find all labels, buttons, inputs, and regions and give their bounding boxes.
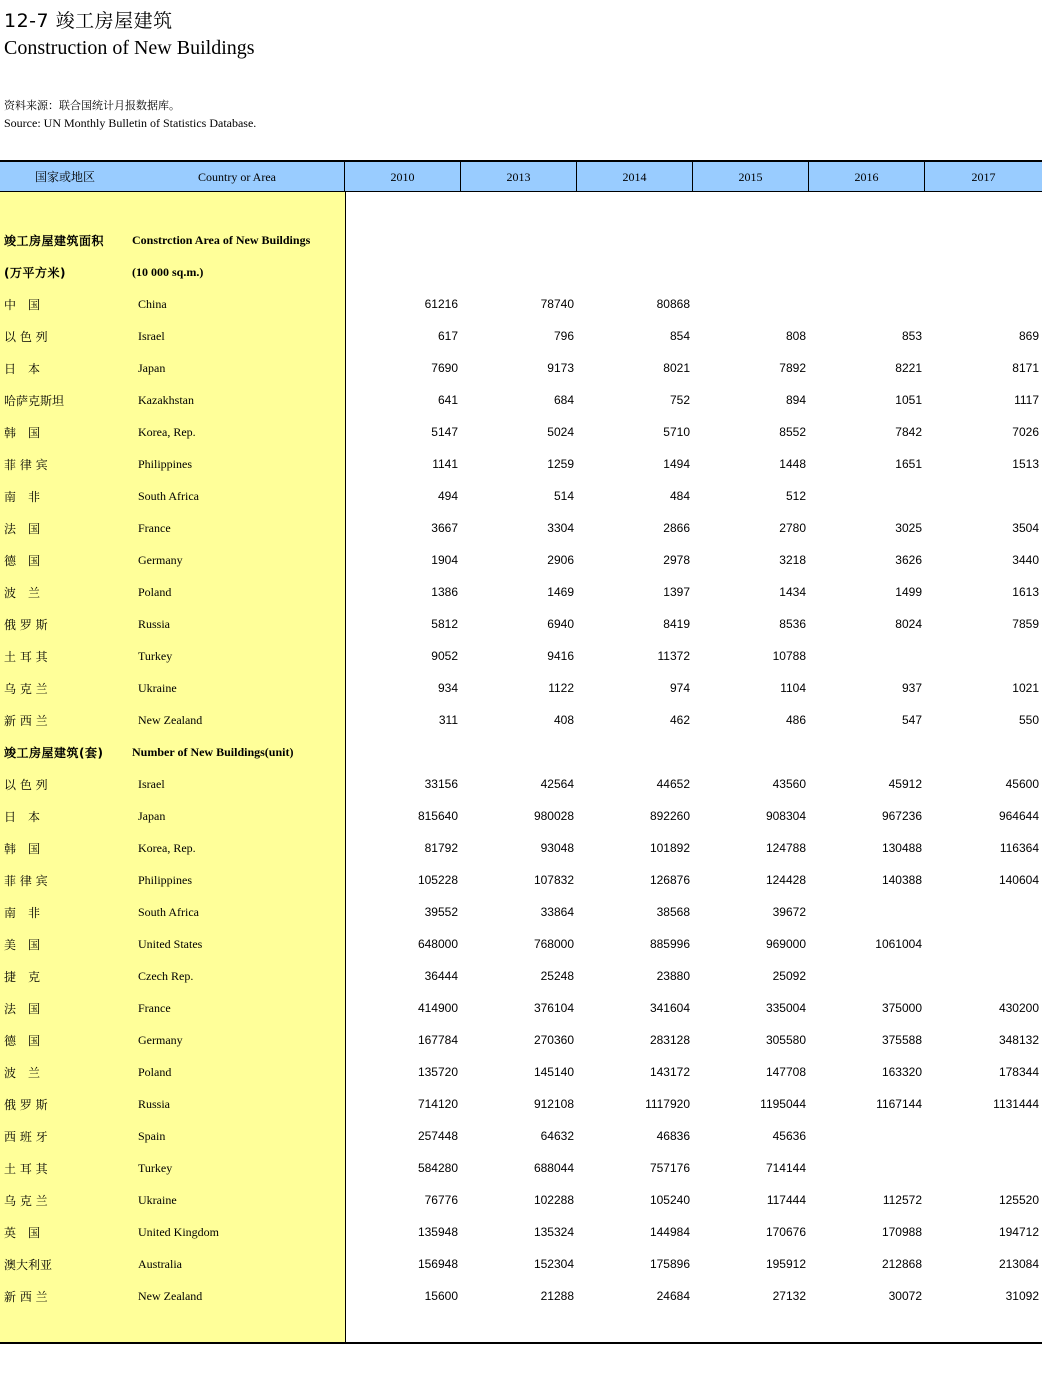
value-cell: 8171 xyxy=(1012,361,1039,375)
value-cell: 2780 xyxy=(779,521,806,535)
table-row xyxy=(0,512,1042,544)
value-cell: 33156 xyxy=(424,777,458,791)
value-cell: 1104 xyxy=(780,681,806,695)
value-cell: 688044 xyxy=(533,1161,574,1175)
value-cell: 270360 xyxy=(533,1033,574,1047)
value-cell: 135324 xyxy=(533,1225,574,1239)
country-name-chinese: 俄 罗 斯 xyxy=(4,1097,48,1112)
table-row xyxy=(0,416,1042,448)
section-header-row xyxy=(0,256,1042,288)
table-row xyxy=(0,384,1042,416)
value-cell: 257448 xyxy=(417,1129,458,1143)
value-cell: 38568 xyxy=(656,905,690,919)
country-name-english: (10 000 sq.m.) xyxy=(132,264,204,279)
section-header-row xyxy=(0,224,1042,256)
value-cell: 101892 xyxy=(649,841,690,855)
table-row xyxy=(0,1184,1042,1216)
country-name-chinese: 竣工房屋建筑面积 xyxy=(4,233,105,248)
value-cell: 25092 xyxy=(772,969,806,983)
value-cell: 1167144 xyxy=(876,1097,922,1111)
value-cell: 1613 xyxy=(1012,585,1039,599)
value-cell: 3626 xyxy=(895,553,922,567)
value-cell: 124428 xyxy=(765,873,806,887)
value-cell: 45600 xyxy=(1005,777,1039,791)
country-name-english: Israel xyxy=(138,328,165,343)
country-name-english: Philippines xyxy=(138,872,193,887)
country-name-english: Spain xyxy=(138,1128,166,1143)
table-row xyxy=(0,960,1042,992)
value-cell: 430200 xyxy=(998,1001,1039,1015)
value-cell: 514 xyxy=(553,489,574,503)
value-cell: 341604 xyxy=(649,1001,690,1015)
value-cell: 7690 xyxy=(431,361,458,375)
value-cell: 1513 xyxy=(1012,457,1039,471)
country-name-english: Korea, Rep. xyxy=(138,840,196,855)
value-cell: 93048 xyxy=(540,841,574,855)
value-cell: 1131444 xyxy=(993,1097,1039,1111)
value-cell: 550 xyxy=(1018,713,1039,727)
value-cell: 195912 xyxy=(765,1257,806,1271)
value-cell: 170676 xyxy=(765,1225,806,1239)
country-name-chinese: 日 本 xyxy=(4,361,41,376)
data-table xyxy=(0,160,1042,1360)
value-cell: 8536 xyxy=(779,617,806,631)
value-cell: 36444 xyxy=(424,969,458,983)
source-note-chinese: 资料来源：联合国统计月报数据库。 xyxy=(4,99,180,112)
value-cell: 8021 xyxy=(663,361,690,375)
value-cell: 1651 xyxy=(895,457,922,471)
country-name-chinese: 捷 克 xyxy=(4,969,41,984)
table-row xyxy=(0,544,1042,576)
value-cell: 24684 xyxy=(656,1289,690,1303)
table-row xyxy=(0,704,1042,736)
value-cell: 9052 xyxy=(431,649,458,663)
country-name-english: New Zealand xyxy=(138,712,203,727)
value-cell: 684 xyxy=(553,393,574,407)
value-cell: 11372 xyxy=(657,649,690,663)
value-cell: 102288 xyxy=(533,1193,574,1207)
value-cell: 375588 xyxy=(881,1033,922,1047)
value-cell: 3504 xyxy=(1012,521,1039,535)
value-cell: 885996 xyxy=(649,937,690,951)
value-cell: 124788 xyxy=(765,841,806,855)
value-cell: 1051 xyxy=(895,393,922,407)
country-name-chinese: 土 耳 其 xyxy=(4,649,48,664)
value-cell: 163320 xyxy=(881,1065,922,1079)
value-cell: 641 xyxy=(437,393,458,407)
table-row xyxy=(0,896,1042,928)
country-name-chinese: 德 国 xyxy=(4,553,41,568)
table-row xyxy=(0,1056,1042,1088)
value-cell: 714144 xyxy=(765,1161,806,1175)
value-cell: 5710 xyxy=(663,425,690,439)
value-cell: 3025 xyxy=(895,521,922,535)
country-name-chinese: 法 国 xyxy=(4,521,41,536)
table-row xyxy=(0,992,1042,1024)
country-name-chinese: (万平方米) xyxy=(4,265,66,280)
value-cell: 7026 xyxy=(1012,425,1039,439)
country-name-english: New Zealand xyxy=(138,1288,203,1303)
header-year: 2013 xyxy=(461,162,577,191)
table-row xyxy=(0,1024,1042,1056)
header-country-english: Country or Area xyxy=(130,162,345,191)
value-cell: 854 xyxy=(669,329,690,343)
table-row xyxy=(0,1088,1042,1120)
value-cell: 512 xyxy=(785,489,806,503)
country-name-chinese: 美 国 xyxy=(4,937,41,952)
value-cell: 21288 xyxy=(540,1289,574,1303)
value-cell: 5024 xyxy=(547,425,574,439)
value-cell: 10788 xyxy=(772,649,806,663)
value-cell: 283128 xyxy=(649,1033,690,1047)
value-cell: 1021 xyxy=(1012,681,1039,695)
value-cell: 125520 xyxy=(998,1193,1039,1207)
value-cell: 135720 xyxy=(417,1065,458,1079)
table-row xyxy=(0,1248,1042,1280)
value-cell: 8552 xyxy=(779,425,806,439)
country-name-english: Turkey xyxy=(138,1160,173,1175)
table-header xyxy=(0,162,1042,192)
value-cell: 2866 xyxy=(663,521,690,535)
country-name-english: Russia xyxy=(138,616,171,631)
value-cell: 30072 xyxy=(888,1289,922,1303)
country-name-chinese: 西 班 牙 xyxy=(4,1129,48,1144)
country-name-english: Ukraine xyxy=(138,1192,177,1207)
value-cell: 2906 xyxy=(547,553,574,567)
value-cell: 494 xyxy=(437,489,458,503)
value-cell: 869 xyxy=(1018,329,1039,343)
value-cell: 9416 xyxy=(547,649,574,663)
table-body xyxy=(0,224,1042,1312)
country-name-chinese: 南 非 xyxy=(4,905,41,920)
header-year: 2010 xyxy=(345,162,461,191)
table-row xyxy=(0,608,1042,640)
value-cell: 147708 xyxy=(765,1065,806,1079)
table-row xyxy=(0,1216,1042,1248)
table-row xyxy=(0,352,1042,384)
value-cell: 311 xyxy=(438,713,458,727)
value-cell: 934 xyxy=(437,681,458,695)
country-name-chinese: 波 兰 xyxy=(4,1065,41,1080)
table-row xyxy=(0,1280,1042,1312)
value-cell: 8221 xyxy=(895,361,922,375)
country-name-chinese: 日 本 xyxy=(4,809,41,824)
country-name-chinese: 乌 克 兰 xyxy=(4,681,48,696)
value-cell: 7859 xyxy=(1012,617,1039,631)
value-cell: 648000 xyxy=(417,937,458,951)
value-cell: 152304 xyxy=(533,1257,574,1271)
value-cell: 39552 xyxy=(424,905,458,919)
value-cell: 3218 xyxy=(779,553,806,567)
table-row xyxy=(0,864,1042,896)
value-cell: 1386 xyxy=(431,585,458,599)
country-name-english: China xyxy=(138,296,167,311)
country-name-english: Australia xyxy=(138,1256,182,1271)
value-cell: 144984 xyxy=(649,1225,690,1239)
value-cell: 2978 xyxy=(663,553,690,567)
value-cell: 1195044 xyxy=(760,1097,806,1111)
value-cell: 6940 xyxy=(547,617,574,631)
value-cell: 584280 xyxy=(417,1161,458,1175)
country-name-chinese: 法 国 xyxy=(4,1001,41,1016)
value-cell: 967236 xyxy=(881,809,922,823)
value-cell: 414900 xyxy=(417,1001,458,1015)
value-cell: 486 xyxy=(785,713,806,727)
value-cell: 76776 xyxy=(424,1193,458,1207)
header-country-chinese: 国家或地区 xyxy=(34,170,95,184)
value-cell: 116364 xyxy=(999,841,1039,855)
value-cell: 23880 xyxy=(656,969,690,983)
country-name-chinese: 菲 律 宾 xyxy=(4,457,48,472)
value-cell: 25248 xyxy=(540,969,574,983)
value-cell: 178344 xyxy=(998,1065,1039,1079)
value-cell: 107832 xyxy=(533,873,574,887)
country-name-english: Korea, Rep. xyxy=(138,424,196,439)
country-name-chinese: 韩 国 xyxy=(4,425,41,440)
country-name-english: Germany xyxy=(138,1032,183,1047)
table-row xyxy=(0,480,1042,512)
table-row xyxy=(0,800,1042,832)
country-name-chinese: 波 兰 xyxy=(4,585,41,600)
value-cell: 335004 xyxy=(765,1001,806,1015)
value-cell: 81792 xyxy=(424,841,458,855)
table-row xyxy=(0,832,1042,864)
country-name-english: Poland xyxy=(138,1064,172,1079)
country-name-english: Russia xyxy=(138,1096,171,1111)
value-cell: 112572 xyxy=(882,1193,922,1207)
country-name-english: Japan xyxy=(138,808,166,823)
section-header-row xyxy=(0,736,1042,768)
country-name-chinese: 以 色 列 xyxy=(4,777,48,792)
country-name-chinese: 中 国 xyxy=(4,297,41,312)
country-name-english: Israel xyxy=(138,776,165,791)
value-cell: 974 xyxy=(669,681,690,695)
value-cell: 170988 xyxy=(881,1225,922,1239)
value-cell: 45912 xyxy=(888,777,922,791)
value-cell: 980028 xyxy=(533,809,574,823)
country-name-english: France xyxy=(138,1000,171,1015)
value-cell: 105228 xyxy=(417,873,458,887)
table-row xyxy=(0,928,1042,960)
country-name-english: Number of New Buildings(unit) xyxy=(132,744,294,759)
table-row xyxy=(0,1120,1042,1152)
value-cell: 714120 xyxy=(417,1097,458,1111)
header-year: 2014 xyxy=(577,162,693,191)
value-cell: 7892 xyxy=(779,361,806,375)
page-title-english: Construction of New Buildings xyxy=(4,37,255,59)
value-cell: 105240 xyxy=(649,1193,690,1207)
value-cell: 1494 xyxy=(663,457,690,471)
country-name-chinese: 新 西 兰 xyxy=(4,713,48,728)
value-cell: 140604 xyxy=(998,873,1039,887)
value-cell: 757176 xyxy=(649,1161,690,1175)
value-cell: 167784 xyxy=(417,1033,458,1047)
table-row xyxy=(0,1152,1042,1184)
value-cell: 61216 xyxy=(424,297,458,311)
country-name-english: Philippines xyxy=(138,456,193,471)
value-cell: 175896 xyxy=(649,1257,690,1271)
value-cell: 1122 xyxy=(548,681,574,695)
country-name-chinese: 乌 克 兰 xyxy=(4,1193,48,1208)
country-name-english: Turkey xyxy=(138,648,173,663)
value-cell: 135948 xyxy=(417,1225,458,1239)
value-cell: 213084 xyxy=(998,1257,1039,1271)
value-cell: 815640 xyxy=(417,809,458,823)
country-name-chinese: 南 非 xyxy=(4,489,41,504)
value-cell: 9173 xyxy=(547,361,574,375)
country-name-chinese: 韩 国 xyxy=(4,841,41,856)
value-cell: 894 xyxy=(785,393,806,407)
value-cell: 937 xyxy=(901,681,922,695)
value-cell: 964644 xyxy=(998,809,1039,823)
table-row xyxy=(0,448,1042,480)
value-cell: 156948 xyxy=(417,1257,458,1271)
value-cell: 969000 xyxy=(765,937,806,951)
country-name-chinese: 以 色 列 xyxy=(4,329,48,344)
value-cell: 768000 xyxy=(533,937,574,951)
value-cell: 31092 xyxy=(1005,1289,1039,1303)
value-cell: 42564 xyxy=(540,777,574,791)
value-cell: 1397 xyxy=(663,585,690,599)
country-name-english: Constrction Area of New Buildings xyxy=(132,232,311,247)
value-cell: 752 xyxy=(669,393,690,407)
value-cell: 8419 xyxy=(663,617,690,631)
value-cell: 1434 xyxy=(779,585,806,599)
value-cell: 1259 xyxy=(547,457,574,471)
value-cell: 15600 xyxy=(424,1289,458,1303)
value-cell: 484 xyxy=(669,489,690,503)
value-cell: 145140 xyxy=(533,1065,574,1079)
table-row xyxy=(0,288,1042,320)
value-cell: 1117920 xyxy=(645,1097,690,1111)
value-cell: 126876 xyxy=(649,873,690,887)
value-cell: 5147 xyxy=(431,425,458,439)
country-name-english: Germany xyxy=(138,552,183,567)
value-cell: 212868 xyxy=(881,1257,922,1271)
value-cell: 305580 xyxy=(765,1033,806,1047)
value-cell: 27132 xyxy=(772,1289,806,1303)
value-cell: 908304 xyxy=(765,809,806,823)
value-cell: 892260 xyxy=(649,809,690,823)
value-cell: 1448 xyxy=(779,457,806,471)
country-name-english: Japan xyxy=(138,360,166,375)
value-cell: 194712 xyxy=(998,1225,1039,1239)
value-cell: 7842 xyxy=(895,425,922,439)
value-cell: 408 xyxy=(553,713,574,727)
value-cell: 1141 xyxy=(432,457,458,471)
country-name-english: Poland xyxy=(138,584,172,599)
country-name-english: South Africa xyxy=(138,904,199,919)
value-cell: 140388 xyxy=(881,873,922,887)
country-name-english: France xyxy=(138,520,171,535)
table-row xyxy=(0,320,1042,352)
value-cell: 43560 xyxy=(772,777,806,791)
header-year: 2017 xyxy=(971,170,996,184)
value-cell: 3304 xyxy=(547,521,574,535)
value-cell: 64632 xyxy=(540,1129,574,1143)
country-name-english: United Kingdom xyxy=(138,1224,219,1239)
value-cell: 8024 xyxy=(895,617,922,631)
value-cell: 912108 xyxy=(533,1097,574,1111)
country-name-chinese: 新 西 兰 xyxy=(4,1289,48,1304)
country-name-chinese: 竣工房屋建筑(套) xyxy=(4,745,104,760)
value-cell: 375000 xyxy=(881,1001,922,1015)
country-name-chinese: 德 国 xyxy=(4,1033,41,1048)
value-cell: 143172 xyxy=(649,1065,690,1079)
value-cell: 376104 xyxy=(533,1001,574,1015)
country-name-chinese: 英 国 xyxy=(4,1225,41,1240)
value-cell: 348132 xyxy=(998,1033,1039,1047)
value-cell: 80868 xyxy=(656,297,690,311)
value-cell: 1117 xyxy=(1014,393,1039,407)
page-title-chinese: 12-7 竣工房屋建筑 xyxy=(4,10,173,32)
value-cell: 1904 xyxy=(431,553,458,567)
table-bottom-rule xyxy=(0,1342,1042,1344)
country-name-chinese: 澳大利亚 xyxy=(4,1257,53,1272)
value-cell: 853 xyxy=(901,329,922,343)
country-name-chinese: 俄 罗 斯 xyxy=(4,617,48,632)
value-cell: 1061004 xyxy=(875,937,922,951)
table-row xyxy=(0,768,1042,800)
header-year: 2016 xyxy=(809,162,925,191)
value-cell: 808 xyxy=(785,329,806,343)
country-name-english: Czech Rep. xyxy=(138,968,194,983)
value-cell: 1499 xyxy=(895,585,922,599)
value-cell: 44652 xyxy=(656,777,690,791)
table-row xyxy=(0,576,1042,608)
value-cell: 78740 xyxy=(540,297,574,311)
country-name-chinese: 哈萨克斯坦 xyxy=(4,393,65,408)
country-name-english: Ukraine xyxy=(138,680,177,695)
value-cell: 462 xyxy=(669,713,690,727)
value-cell: 5812 xyxy=(431,617,458,631)
value-cell: 46836 xyxy=(656,1129,690,1143)
country-name-english: South Africa xyxy=(138,488,199,503)
country-name-english: United States xyxy=(138,936,203,951)
value-cell: 547 xyxy=(901,713,922,727)
value-cell: 130488 xyxy=(881,841,922,855)
country-name-chinese: 土 耳 其 xyxy=(4,1161,48,1176)
value-cell: 33864 xyxy=(540,905,574,919)
value-cell: 117444 xyxy=(766,1193,806,1207)
value-cell: 3440 xyxy=(1012,553,1039,567)
country-name-english: Kazakhstan xyxy=(138,392,194,407)
country-name-chinese: 菲 律 宾 xyxy=(4,873,48,888)
source-note-english: Source: UN Monthly Bulletin of Statistics Database. xyxy=(4,116,257,130)
value-cell: 1469 xyxy=(547,585,574,599)
value-cell: 39672 xyxy=(772,905,806,919)
table-row xyxy=(0,672,1042,704)
value-cell: 45636 xyxy=(772,1129,806,1143)
value-cell: 3667 xyxy=(431,521,458,535)
table-row xyxy=(0,640,1042,672)
value-cell: 796 xyxy=(553,329,574,343)
value-cell: 617 xyxy=(437,329,458,343)
header-year: 2015 xyxy=(693,162,809,191)
